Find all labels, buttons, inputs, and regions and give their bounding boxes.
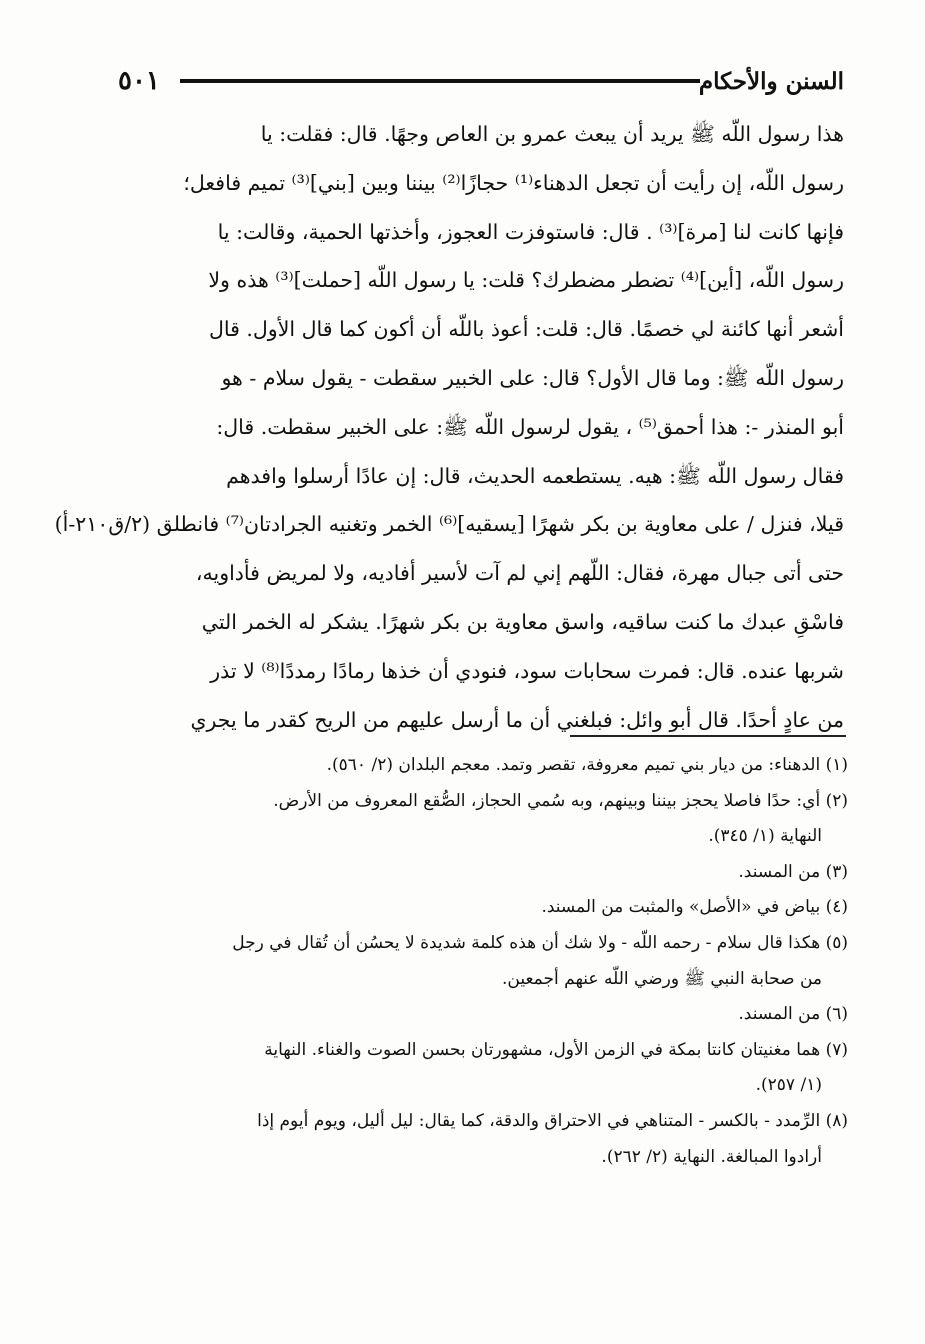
page-header — [118, 66, 844, 104]
text-line: من عادٍ أحدًا. قال أبو وائل: فبلغني أن ما أرسل عليهم من الريح كقدر ما يجري — [190, 707, 844, 732]
footnote-separator — [570, 735, 846, 737]
footnote-line: (٣) من المسند. — [738, 861, 848, 882]
text-line: قيلا، فنزل / على معاوية بن بكر شهرًا [يسقيه]⁽⁶⁾ الخمر وتغنيه الجرادتان⁽⁷⁾ فانطلق (٢/ق٢١٠-أ) — [54, 512, 844, 537]
text-line: رسول اللّه ﷺ: وما قال الأول؟ قال: على الخبير سقطت - يقول سلام - هو — [221, 365, 844, 390]
text-line: شربها عنده. قال: فمرت سحابات سود، فنودي أن خذها رمادًا رمددًا⁽⁸⁾ لا تذر — [210, 658, 844, 683]
text-line: فقال رسول اللّه ﷺ: هيه. يستطعمه الحديث، قال: إن عادًا أرسلوا وافدهم — [226, 463, 844, 488]
footnote-continuation: النهاية (١/ ٣٤٥). — [708, 826, 822, 847]
text-line: أبو المنذر -: هذا أحمق⁽⁵⁾ ، يقول لرسول اللّه ﷺ: على الخبير سقطت. قال: — [216, 414, 844, 439]
text-line: حتى أتى جبال مهرة، فقال: اللّهم إني لم آت لأسير أفاديه، ولا لمريض فأداويه، — [195, 561, 844, 586]
running-title: السنن والأحكام — [698, 68, 844, 95]
footnote-line: (٤) بياض في «الأصل» والمثبت من المسند. — [541, 897, 848, 918]
page-number: ٥٠١ — [118, 66, 160, 96]
text-line: رسول اللّه، [أين]⁽⁴⁾ تضطر مضطرك؟ قلت: يا رسول اللّه [حملت]⁽³⁾ هذه ولا — [208, 268, 844, 293]
footnote-continuation: (١/ ٢٥٧). — [755, 1075, 822, 1096]
main-text — [54, 110, 844, 744]
footnote-line: (٦) من المسند. — [738, 1004, 848, 1025]
text-line: رسول اللّه، إن رأيت أن تجعل الدهناء⁽¹⁾ حجازًا⁽²⁾ بيننا وبين [بني]⁽³⁾ تميم فافعل؛ — [183, 170, 844, 195]
text-line: فاسْقِ عبدك ما كنت ساقيه، واسق معاوية بن بكر شهرًا. يشكر له الخمر التي — [201, 609, 844, 634]
header-rule — [180, 79, 700, 83]
text-line: هذا رسول اللّه ﷺ يريد أن يبعث عمرو بن العاص وجهًا. قال: فقلت: يا — [260, 122, 844, 146]
footnote-continuation: من صحابة النبي ﷺ ورضي اللّه عنهم أجمعين. — [501, 968, 822, 989]
footnote-line: (٢) أي: حدًا فاصلا يحجز بيننا وبينهم، وبه سُمي الحجاز، الصُّقع المعروف من الأرض. — [273, 790, 848, 811]
footnotes — [96, 748, 848, 1175]
footnote-line: (٧) هما مغنيتان كانتا بمكة في الزمن الأول، مشهورتان بحسن الصوت والغناء. النهاية — [264, 1039, 848, 1060]
footnote-continuation: أرادوا المبالغة. النهاية (٢/ ٢٦٢). — [601, 1146, 822, 1167]
footnote-line: (٥) هكذا قال سلام - رحمه اللّه - ولا شك أن هذه كلمة شديدة لا يحسُن أن تُقال في رجل — [232, 932, 848, 953]
footnote-line: (٨) الرِّمدد - بالكسر - المتناهي في الاحتراق والدقة، كما يقال: ليل أليل، ويوم أيوم إذا — [257, 1110, 848, 1131]
footnote-line: (١) الدهناء: من ديار بني تميم معروفة، تقصر وتمد. معجم البلدان (٢/ ٥٦٠). — [326, 755, 848, 775]
text-line: أشعر أنها كائنة لي خصمًا. قال: قلت: أعوذ باللّه أن أكون كما قال الأول. قال — [208, 317, 844, 342]
text-line: فإنها كانت لنا [مرة]⁽³⁾ . قال: فاستوفزت العجوز، وأخذتها الحمية، وقالت: يا — [217, 219, 844, 244]
